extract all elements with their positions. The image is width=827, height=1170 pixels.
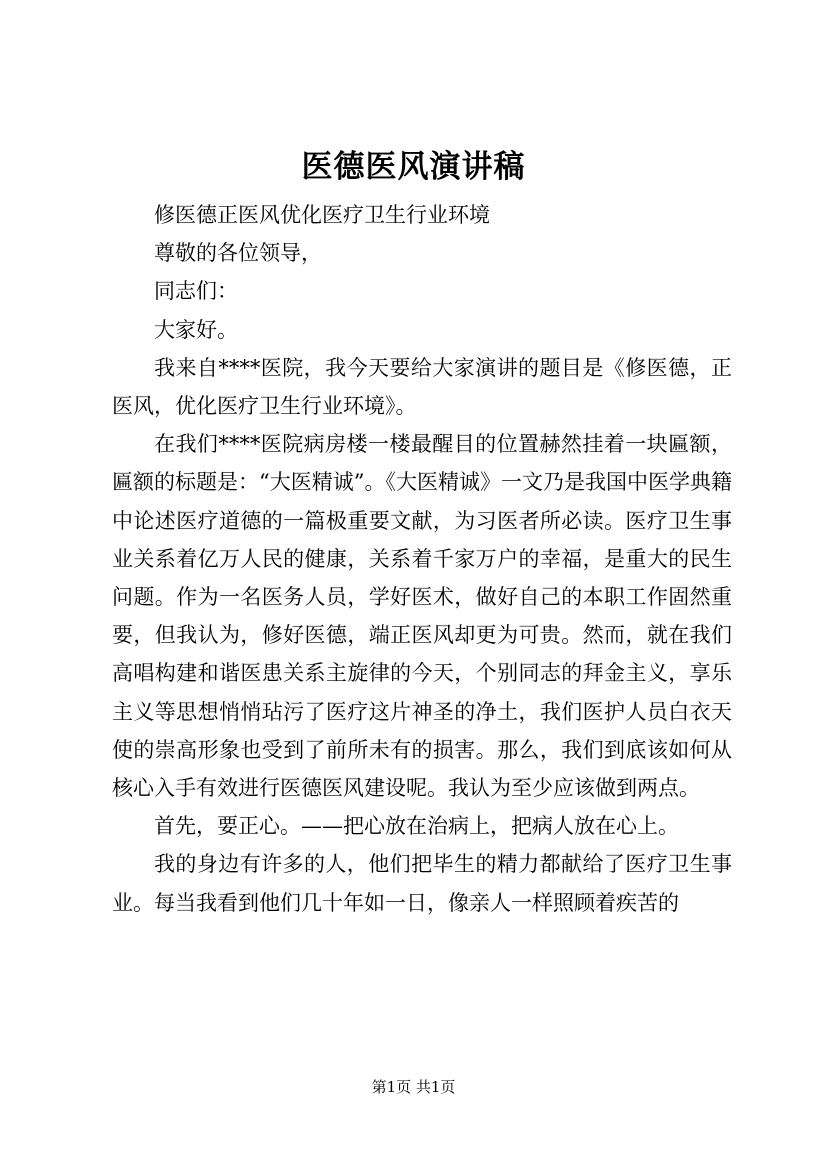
subtitle-paragraph: 修医德正医风优化医疗卫生行业环境 [154,203,490,227]
salutation-leaders: 尊敬的各位领导， [154,241,322,266]
closing-paragraph: 我的身边有许多的人，他们把毕生的精力都献给了医疗卫生事业。每当我看到他们几十年如一日，像亲人一样照顾着疾苦的 [112,852,732,915]
salutation-comrades: 同志们： [154,279,238,304]
point-one-paragraph: 首先，要正心。——把心放在治病上，把病人放在心上。 [154,814,679,839]
greeting-paragraph: 大家好。 [154,317,238,342]
page-number-footer: 第1页 共1页 [371,1078,456,1096]
intro-paragraph: 我来自****医院，我今天要给大家演讲的题目是《修医德，正医风，优化医疗卫生行业环境》。 [112,355,732,419]
document-body [112,196,732,922]
body-paragraph: 在我们****医院病房楼一楼最醒目的位置赫然挂着一块匾额，匾额的标题是：“大医精诚”。《大医精诚》一文乃是我国中医学典籍中论述医疗道德的一篇极重要文献，为习医者所必读。医疗卫生事业关系着亿万人民的健康，关系着千家万户的幸福，是重大的民生问题。作为一名医务人员，学好医术，做好自己的本职工作固然重要，但我认为，修好医德，端正医风却更为可贵。然而，就在我们高唱构建和谐医患关系主旋律的今天，个别同志的拜金主义，享乐主义等思想悄悄玷污了医疗这片神圣的净土，我们医护人员白衣天使的崇高形象也受到了前所未有的损害。那么，我们到底该如何从核心入手有效进行医德医风建设呢。我认为至少应该做到两点。 [112,432,732,801]
document-title: 医德医风演讲稿 [301,149,526,185]
